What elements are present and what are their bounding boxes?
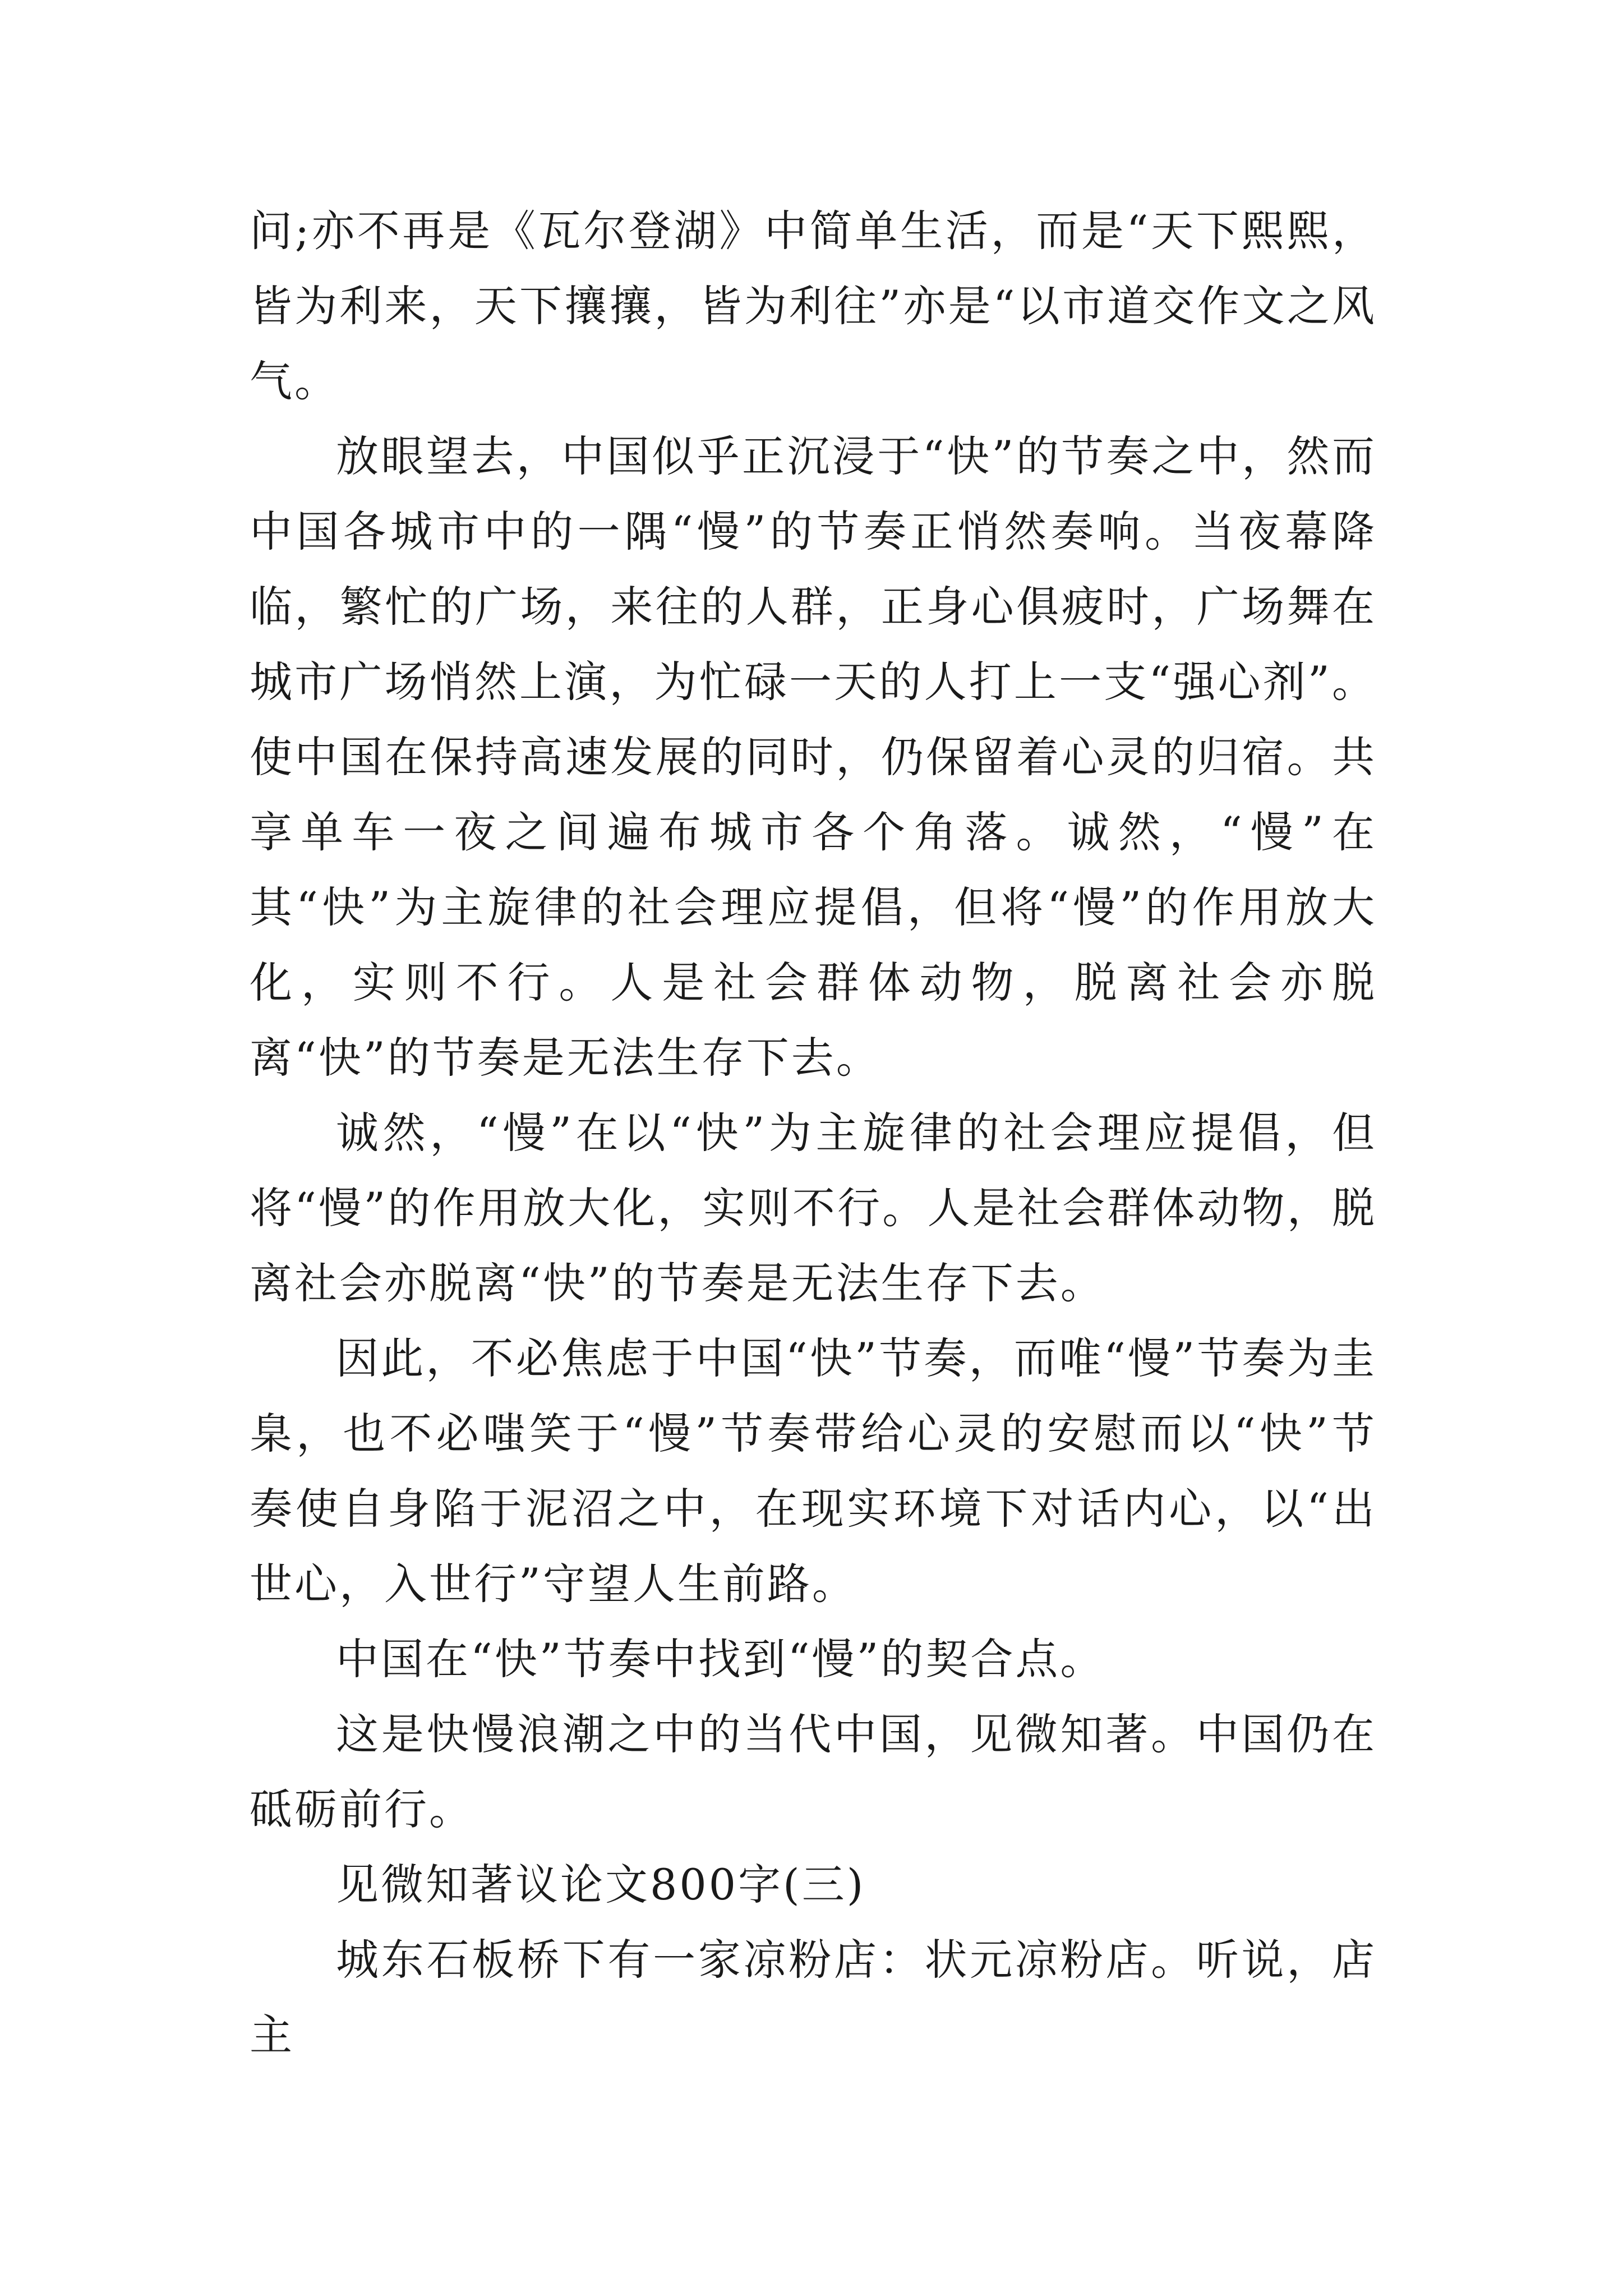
document-body — [250, 194, 1377, 2073]
paragraph-7: 城东石板桥下有一家凉粉店：状元凉粉店。听说，店主 — [250, 1935, 1377, 2060]
paragraph-1: 问;亦不再是《瓦尔登湖》中简单生活，而是“天下熙熙，皆为利来，天下攘攘，皆为利往”亦是“以市道交作文之风气。 — [250, 206, 1377, 406]
section-heading: 见微知著议论文800字(三) — [336, 1860, 866, 1910]
paragraph-4: 因此，不必焦虑于中国“快”节奏，而唯“慢”节奏为圭臬，也不必嗤笑于“慢”节奏带给心灵的安慰而以“快”节奏使自身陷于泥沼之中，在现实环境下对话内心，以“出世心，入世行”守望人生前路。 — [250, 1333, 1377, 1609]
paragraph-3: 诚然，“慢”在以“快”为主旋律的社会理应提倡，但将“慢”的作用放大化，实则不行。人是社会群体动物，脱离社会亦脱离“快”的节奏是无法生存下去。 — [250, 1108, 1377, 1308]
paragraph-6: 这是快慢浪潮之中的当代中国，见微知著。中国仍在砥砺前行。 — [250, 1709, 1377, 1834]
paragraph-5: 中国在“快”节奏中找到“慢”的契合点。 — [336, 1634, 1105, 1684]
paragraph-2: 放眼望去，中国似乎正沉浸于“快”的节奏之中，然而中国各城市中的一隅“慢”的节奏正悄然奏响。当夜幕降临，繁忙的广场，来往的人群，正身心俱疲时，广场舞在城市广场悄然上演，为忙碌一天的人打上一支“强心剂”。使中国在保持高速发展的同时，仍保留着心灵的归宿。共享单车一夜之间遍布城市各个角落。诚然，“慢”在其“快”为主旋律的社会理应提倡，但将“慢”的作用放大化，实则不行。人是社会群体动物，脱离社会亦脱离“快”的节奏是无法生存下去。 — [250, 431, 1377, 1083]
